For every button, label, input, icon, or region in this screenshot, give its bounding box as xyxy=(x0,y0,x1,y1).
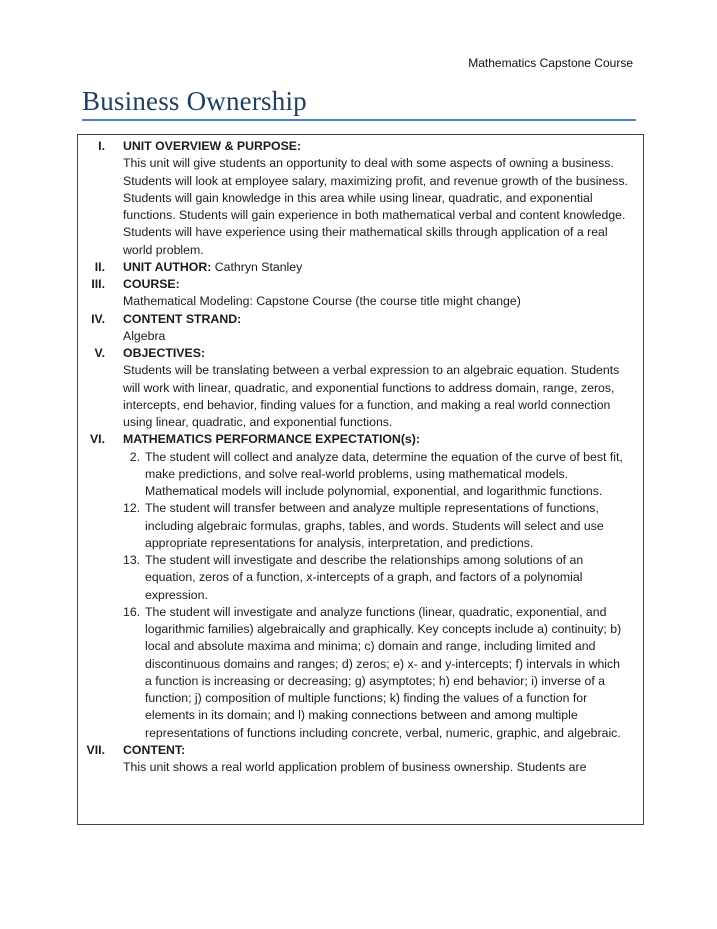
section-content xyxy=(123,138,628,259)
section-content xyxy=(123,311,628,346)
list-item xyxy=(123,552,628,604)
section-content xyxy=(123,259,628,276)
section-heading-line xyxy=(123,276,628,293)
running-header: Mathematics Capstone Course xyxy=(468,56,633,70)
section-numeral: III. xyxy=(91,277,105,291)
section-paragraph: This unit will give students an opportunity to deal with some aspects of owning a business. Students will look at employee salary, maximizing profit, and revenue growth of the business. Students will gain knowledge in this area while using linear, quadratic, and exponential functions. Students will gain experience in both mathematical verbal and content knowledge. Students will have experience using their mathematical skills through application of a real world problem. xyxy=(123,156,628,257)
section-heading: CONTENT STRAND: xyxy=(123,311,242,326)
section-inline-value: Cathryn Stanley xyxy=(214,259,303,274)
section-heading: OBJECTIVES: xyxy=(123,346,205,360)
section-numeral: V. xyxy=(94,346,105,360)
list-item xyxy=(123,604,628,742)
section-content xyxy=(123,742,628,777)
section-heading: UNIT AUTHOR: xyxy=(123,259,212,274)
list-item-number: 13. xyxy=(123,553,141,567)
section-heading: CONTENT: xyxy=(123,742,186,757)
list-item xyxy=(123,449,628,501)
section-row xyxy=(78,345,628,431)
section-paragraph: Algebra xyxy=(123,328,166,343)
section-paragraph: Students will be translating between a verbal expression to an algebraic equation. Students will work with linear, quadratic, and exponential functions to address domain, range, zeros, intercepts, end behavior, finding values for a function, and making a real world connection using linear, quadratic, and exponential functions. xyxy=(123,363,620,429)
section-paragraph: Mathematical Modeling: Capstone Course (the course title might change) xyxy=(123,294,521,309)
section-heading: COURSE: xyxy=(123,277,180,291)
page-title: Business Ownership xyxy=(82,86,636,121)
section-row xyxy=(78,431,628,742)
section-row xyxy=(78,742,628,777)
section-numeral: II. xyxy=(94,259,105,274)
section-numeral: VI. xyxy=(89,432,105,447)
list-item-text: The student will investigate and analyze functions (linear, quadratic, exponential, and logarithmic families) algebraically and graphically. Key concepts include a) continuity; b) local and absolute maxima and minima; c) domain and range, including limited and discontinuous domains and ranges; d) zeros; e) x- and y-intercepts; f) intervals in which a function is increasing or decreasing; g) asymptotes; h) end behavior; i) inverse of a function; j) composition of multiple functions; k) finding the values of a function for elements in its domain; and l) making connections between and among multiple representations of functions including concrete, verbal, numeric, graphic, and algebraic. xyxy=(145,604,622,740)
section-numeral: IV. xyxy=(91,311,105,326)
section-content xyxy=(123,276,628,311)
list-item-text: The student will transfer between and analyze multiple representations of functions, including algebraic formulas, graphs, tables, and words. Students will select and use appropriate representations for analysis, interpretation, and predictions. xyxy=(145,501,604,550)
list-item xyxy=(123,500,628,552)
section-numeral: VII. xyxy=(86,742,105,757)
unit-outline-box xyxy=(77,134,644,825)
section-row xyxy=(78,276,628,311)
section-content xyxy=(123,431,628,742)
section-heading-line xyxy=(123,138,628,155)
section-heading: MATHEMATICS PERFORMANCE EXPECTATION(s): xyxy=(123,432,420,447)
section-row xyxy=(78,311,628,346)
section-heading-line xyxy=(123,431,628,448)
section-heading-line xyxy=(123,311,628,328)
section-content xyxy=(123,345,628,431)
section-paragraph: This unit shows a real world application problem of business ownership. Students are xyxy=(123,760,587,774)
section-row xyxy=(78,138,628,259)
section-heading: UNIT OVERVIEW & PURPOSE: xyxy=(123,139,302,153)
section-row xyxy=(78,259,628,276)
list-item-text: The student will investigate and describe the relationships among solutions of an equation, zeros of a function, x-intercepts of a graph, and factors of a polynomial expression. xyxy=(145,553,584,602)
list-item-number: 12. xyxy=(123,501,141,516)
list-item-text: The student will collect and analyze data, determine the equation of the curve of best fit, make predictions, and solve real-world problems, using mathematical models. Mathematical models will include polynomial, exponential, and logarithmic functions. xyxy=(145,449,623,498)
section-heading-line xyxy=(123,345,628,362)
section-numeral: I. xyxy=(98,139,105,153)
section-heading-line xyxy=(123,742,628,759)
list-item-number: 2. xyxy=(129,449,140,464)
section-heading-line xyxy=(123,259,628,276)
list-item-number: 16. xyxy=(123,604,141,619)
